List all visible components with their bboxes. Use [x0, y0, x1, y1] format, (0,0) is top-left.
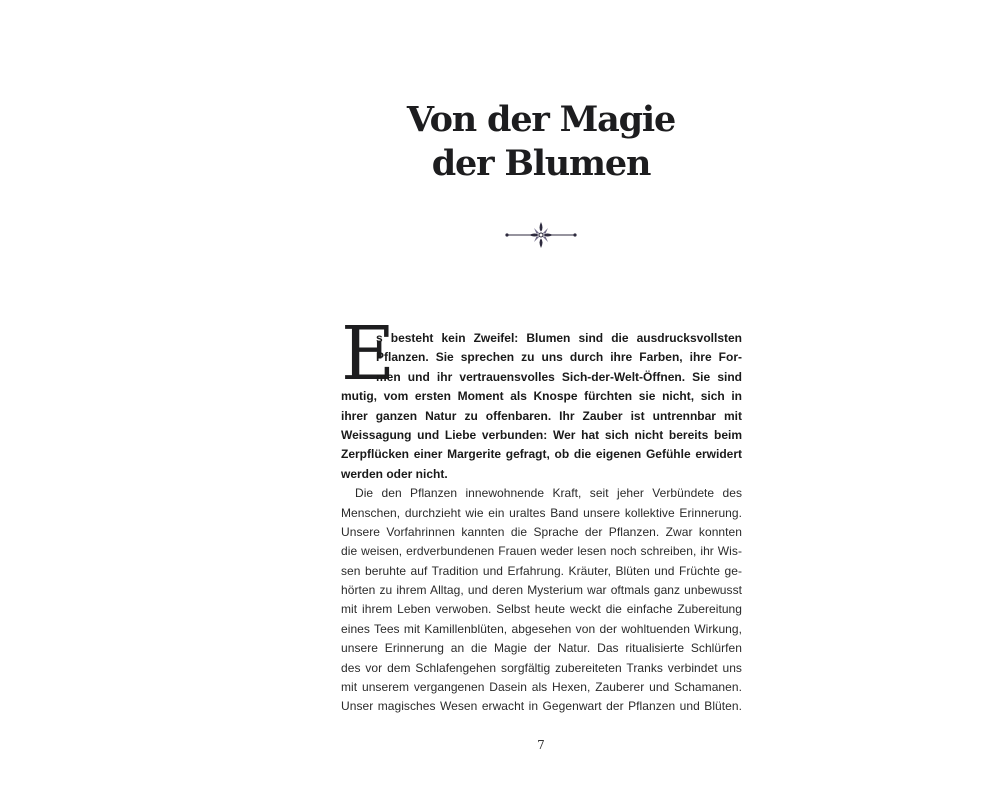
- chapter-title: [340, 98, 742, 186]
- intro-line: Zerpflücken einer Margerite gefragt, ob die eigenen Gefühle erwidert: [341, 447, 742, 462]
- intro-line: Weissagung und Liebe verbunden: Wer hat sich nicht bereits beim: [341, 427, 742, 442]
- chapter-title-line-2: der Blumen: [431, 143, 651, 184]
- drop-cap: E: [341, 311, 396, 397]
- body-line: Die den Pflanzen innewohnende Kraft, seit jeher Verbündete des: [355, 486, 742, 501]
- intro-line: mutig, vom ersten Moment als Knospe fürchten sie nicht, sich in: [341, 389, 742, 404]
- body-paragraph: [341, 484, 742, 717]
- body-line: unsere Erinnerung an die Magie der Natur. Das ritualisierte Schlürfen: [341, 641, 742, 656]
- intro-line: s besteht kein Zweifel: Blumen sind die ausdrucksvollsten: [376, 331, 742, 345]
- page-number: 7: [537, 738, 545, 752]
- body-line: Unser magisches Wesen erwacht in Gegenwart der Pflanzen und Blüten.: [341, 699, 742, 714]
- chapter-text: [341, 329, 742, 717]
- intro-paragraph: [341, 329, 742, 484]
- body-line: Menschen, durchzieht wie ein uraltes Band unsere kollektive Erinnerung.: [341, 505, 742, 520]
- body-line: Unsere Vorfahrinnen kannten die Sprache der Pflanzen. Zwar konnten: [341, 524, 742, 539]
- body-line: eines Tees mit Kamillenblüten, abgesehen von der wohltuenden Wirkung,: [341, 621, 742, 636]
- body-line: mit ihrem Leben verwoben. Selbst heute weckt die einfache Zubereitung: [341, 602, 742, 617]
- intro-line: ihrer ganzen Natur zu offenbaren. Ihr Zauber ist untrennbar mit: [341, 408, 742, 423]
- body-line: sen beruhte auf Tradition und Erfahrung. Kräuter, Blüten und Früchte ge-: [341, 563, 742, 578]
- chapter-title-line-1: Von der Magie: [406, 99, 676, 140]
- floral-star-divider-icon: [505, 219, 577, 251]
- body-line: hörten zu ihrem Alltag, und deren Mysterium war oftmals ganz unbewusst: [341, 583, 742, 598]
- body-line: des vor dem Schlafengehen sorgfältig zubereiteten Tranks verbindet uns: [341, 660, 742, 675]
- intro-line: men und ihr vertrauensvolles Sich-der-Welt-Öffnen. Sie sind: [376, 369, 742, 384]
- body-line: die weisen, erdverbundenen Frauen weder lesen noch schreiben, ihr Wis-: [341, 544, 742, 559]
- body-line: mit unserem vergangenen Dasein als Hexen, Zauberer und Schamanen.: [341, 680, 742, 695]
- intro-line: werden oder nicht.: [341, 466, 448, 481]
- intro-line: Pflanzen. Sie sprechen zu uns durch ihre Farben, ihre For-: [376, 350, 742, 365]
